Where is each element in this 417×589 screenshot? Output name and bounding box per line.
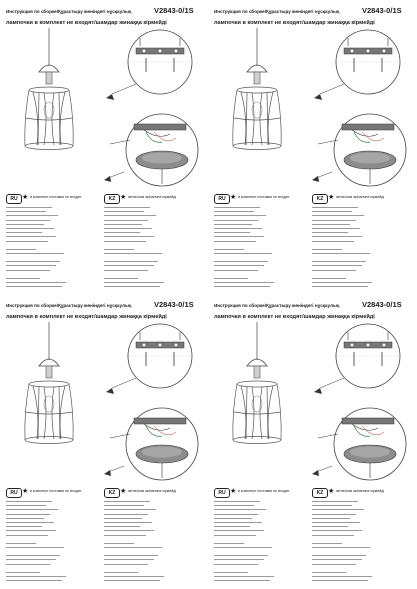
- pendant-lamp-illustration: [4, 322, 102, 482]
- unreadable-text-line: [312, 559, 362, 560]
- unreadable-text-line: [214, 224, 252, 225]
- unreadable-text-line: [214, 501, 260, 502]
- ru-specs-text: [6, 207, 100, 287]
- unreadable-text-line: [104, 518, 142, 519]
- unreadable-text-line: [104, 580, 160, 581]
- pendant-lamp-illustration: [4, 28, 102, 188]
- unreadable-text-line: [214, 278, 248, 279]
- unreadable-text-line: [6, 220, 50, 221]
- kz-legend: [104, 488, 202, 497]
- unreadable-text-line: [312, 518, 350, 519]
- instruction-card: [4, 300, 204, 586]
- unreadable-text-line: [104, 576, 164, 577]
- unreadable-text-line: [104, 253, 162, 254]
- star-icon: ★: [230, 488, 237, 495]
- instruction-card: [212, 6, 412, 292]
- unreadable-text-line: [214, 241, 256, 242]
- unreadable-text-line: [104, 522, 152, 523]
- star-icon: ★: [328, 194, 335, 201]
- unreadable-text-line: [312, 576, 372, 577]
- unreadable-text-line: [214, 228, 262, 229]
- unreadable-text-line: [312, 543, 342, 544]
- unreadable-text-line: [104, 514, 148, 515]
- unreadable-text-line: [6, 535, 48, 536]
- unreadable-text-line: [312, 501, 358, 502]
- unreadable-text-line: [104, 215, 156, 216]
- unreadable-text-line: [312, 580, 368, 581]
- star-icon: ★: [230, 194, 237, 201]
- unreadable-text-line: [214, 211, 254, 212]
- model-number: V2843-0/1S: [362, 6, 402, 15]
- instruction-title: Инструкция по сборке/Құрастыру жөніндегі нұсқаулық: [6, 9, 132, 14]
- unreadable-text-line: [6, 505, 46, 506]
- unreadable-text-line: [312, 530, 362, 531]
- unreadable-text-line: [6, 564, 50, 565]
- unreadable-text-line: [104, 224, 142, 225]
- unreadable-text-line: [312, 535, 354, 536]
- unreadable-text-line: [104, 286, 160, 287]
- unreadable-text-line: [312, 215, 364, 216]
- unreadable-text-line: [104, 572, 138, 573]
- unreadable-text-line: [104, 236, 154, 237]
- unreadable-text-line: [104, 270, 148, 271]
- unreadable-text-line: [6, 236, 56, 237]
- unreadable-text-line: [312, 547, 370, 548]
- assembly-detail-illustration: [308, 322, 412, 490]
- unreadable-text-line: [214, 530, 264, 531]
- unreadable-text-line: [312, 249, 342, 250]
- unreadable-text-line: [312, 236, 362, 237]
- unreadable-text-line: [104, 282, 164, 283]
- unreadable-text-line: [104, 265, 154, 266]
- unreadable-text-line: [312, 207, 358, 208]
- unreadable-text-line: [214, 232, 250, 233]
- card-header: [6, 7, 202, 29]
- unreadable-text-line: [6, 572, 40, 573]
- unreadable-text-line: [214, 526, 250, 527]
- assembly-detail-illustration: [100, 28, 204, 196]
- pendant-lamp-illustration: [212, 28, 310, 188]
- unreadable-text-line: [312, 509, 364, 510]
- unreadable-text-line: [104, 555, 158, 556]
- unreadable-text-line: [104, 220, 148, 221]
- kz-legend-note: жеткізілім жинағына кірмейді: [128, 489, 177, 493]
- unreadable-text-line: [214, 261, 268, 262]
- unreadable-text-line: [6, 509, 58, 510]
- bulbs-note: лампочки в комплект не входят/шамдар жинаққа кірмейді: [214, 20, 375, 26]
- unreadable-text-line: [6, 559, 56, 560]
- unreadable-text-line: [312, 253, 370, 254]
- kz-legend: [312, 488, 410, 497]
- unreadable-text-line: [6, 241, 48, 242]
- unreadable-text-line: [312, 526, 348, 527]
- unreadable-text-line: [6, 526, 42, 527]
- unreadable-text-line: [104, 241, 146, 242]
- unreadable-text-line: [214, 253, 272, 254]
- ru-specs-text: [214, 207, 308, 287]
- ru-legend-note: в комплект поставки не входит: [238, 489, 290, 493]
- unreadable-text-line: [104, 261, 158, 262]
- unreadable-text-line: [214, 282, 274, 283]
- unreadable-text-line: [6, 265, 56, 266]
- unreadable-text-line: [214, 505, 254, 506]
- unreadable-text-line: [214, 286, 270, 287]
- pendant-lamp-illustration: [212, 322, 310, 482]
- unreadable-text-line: [214, 564, 258, 565]
- kz-specs-text: [312, 501, 406, 581]
- unreadable-text-line: [312, 241, 354, 242]
- unreadable-text-line: [214, 265, 264, 266]
- unreadable-text-line: [104, 530, 154, 531]
- unreadable-text-line: [104, 509, 156, 510]
- unreadable-text-line: [312, 278, 346, 279]
- unreadable-text-line: [6, 543, 36, 544]
- unreadable-text-line: [6, 207, 52, 208]
- instruction-card: [212, 300, 412, 586]
- ru-legend: [214, 194, 310, 203]
- unreadable-text-line: [104, 232, 140, 233]
- unreadable-text-line: [214, 555, 268, 556]
- ru-legend-note: в комплект поставки не входит: [238, 195, 290, 199]
- unreadable-text-line: [214, 522, 262, 523]
- ru-badge: RU: [214, 488, 230, 498]
- card-header: [214, 7, 410, 29]
- unreadable-text-line: [214, 547, 272, 548]
- unreadable-text-line: [104, 559, 154, 560]
- unreadable-text-line: [6, 530, 56, 531]
- unreadable-text-line: [104, 564, 148, 565]
- ru-specs-text: [214, 501, 308, 581]
- unreadable-text-line: [312, 522, 360, 523]
- unreadable-text-line: [214, 514, 258, 515]
- unreadable-text-line: [104, 547, 162, 548]
- kz-badge: KZ: [312, 194, 328, 204]
- unreadable-text-line: [6, 232, 42, 233]
- unreadable-text-line: [6, 278, 40, 279]
- unreadable-text-line: [214, 559, 264, 560]
- unreadable-text-line: [312, 265, 362, 266]
- kz-badge: KZ: [104, 194, 120, 204]
- unreadable-text-line: [312, 564, 356, 565]
- bulbs-note: лампочки в комплект не входят/шамдар жинаққа кірмейді: [214, 314, 375, 320]
- unreadable-text-line: [312, 505, 352, 506]
- unreadable-text-line: [214, 220, 258, 221]
- ru-legend: [6, 488, 102, 497]
- unreadable-text-line: [6, 261, 60, 262]
- ru-badge: RU: [6, 488, 22, 498]
- ru-legend: [6, 194, 102, 203]
- kz-specs-text: [312, 207, 406, 287]
- kz-specs-text: [104, 207, 198, 287]
- unreadable-text-line: [312, 270, 356, 271]
- instruction-title: Инструкция по сборке/Құрастыру жөніндегі нұсқаулық: [6, 303, 132, 308]
- kz-legend: [312, 194, 410, 203]
- unreadable-text-line: [312, 232, 348, 233]
- ru-badge: RU: [6, 194, 22, 204]
- unreadable-text-line: [312, 514, 356, 515]
- unreadable-text-line: [312, 228, 360, 229]
- model-number: V2843-0/1S: [154, 6, 194, 15]
- unreadable-text-line: [6, 286, 62, 287]
- unreadable-text-line: [6, 215, 58, 216]
- kz-legend-note: жеткізілім жинағына кірмейді: [128, 195, 177, 199]
- unreadable-text-line: [6, 514, 50, 515]
- unreadable-text-line: [104, 228, 152, 229]
- unreadable-text-line: [214, 572, 248, 573]
- card-header: [214, 301, 410, 323]
- unreadable-text-line: [104, 501, 150, 502]
- assembly-detail-illustration: [100, 322, 204, 490]
- assembly-detail-illustration: [308, 28, 412, 196]
- unreadable-text-line: [6, 501, 52, 502]
- instruction-title: Инструкция по сборке/Құрастыру жөніндегі нұсқаулық: [214, 303, 340, 308]
- unreadable-text-line: [214, 576, 274, 577]
- unreadable-text-line: [104, 535, 146, 536]
- unreadable-text-line: [214, 535, 256, 536]
- kz-badge: KZ: [104, 488, 120, 498]
- unreadable-text-line: [312, 282, 372, 283]
- unreadable-text-line: [6, 518, 44, 519]
- unreadable-text-line: [312, 220, 356, 221]
- star-icon: ★: [328, 488, 335, 495]
- unreadable-text-line: [214, 236, 264, 237]
- unreadable-text-line: [312, 261, 366, 262]
- ru-specs-text: [6, 501, 100, 581]
- unreadable-text-line: [6, 555, 60, 556]
- unreadable-text-line: [6, 228, 54, 229]
- unreadable-text-line: [214, 580, 270, 581]
- unreadable-text-line: [104, 211, 144, 212]
- unreadable-text-line: [6, 253, 64, 254]
- unreadable-text-line: [214, 270, 258, 271]
- kz-badge: KZ: [312, 488, 328, 498]
- ru-badge: RU: [214, 194, 230, 204]
- bulbs-note: лампочки в комплект не входят/шамдар жинаққа кірмейді: [6, 314, 167, 320]
- unreadable-text-line: [214, 509, 266, 510]
- unreadable-text-line: [104, 249, 134, 250]
- instruction-card: [4, 6, 204, 292]
- unreadable-text-line: [312, 211, 352, 212]
- unreadable-text-line: [214, 249, 244, 250]
- unreadable-text-line: [6, 576, 66, 577]
- star-icon: ★: [120, 488, 127, 495]
- unreadable-text-line: [104, 526, 140, 527]
- model-number: V2843-0/1S: [362, 300, 402, 309]
- kz-legend: [104, 194, 202, 203]
- unreadable-text-line: [6, 249, 36, 250]
- unreadable-text-line: [104, 505, 144, 506]
- instruction-title: Инструкция по сборке/Құрастыру жөніндегі нұсқаулық: [214, 9, 340, 14]
- unreadable-text-line: [312, 224, 350, 225]
- unreadable-text-line: [104, 543, 134, 544]
- kz-specs-text: [104, 501, 198, 581]
- unreadable-text-line: [6, 270, 50, 271]
- unreadable-text-line: [104, 207, 150, 208]
- unreadable-text-line: [312, 286, 368, 287]
- unreadable-text-line: [214, 207, 260, 208]
- unreadable-text-line: [6, 282, 66, 283]
- kz-legend-note: жеткізілім жинағына кірмейді: [336, 195, 385, 199]
- unreadable-text-line: [6, 211, 46, 212]
- ru-legend-note: в комплект поставки не входит: [30, 195, 82, 199]
- unreadable-text-line: [214, 543, 244, 544]
- unreadable-text-line: [6, 224, 44, 225]
- unreadable-text-line: [312, 555, 366, 556]
- kz-legend-note: жеткізілім жинағына кірмейді: [336, 489, 385, 493]
- unreadable-text-line: [214, 518, 252, 519]
- bulbs-note: лампочки в комплект не входят/шамдар жинаққа кірмейді: [6, 20, 167, 26]
- unreadable-text-line: [214, 215, 266, 216]
- unreadable-text-line: [312, 572, 346, 573]
- ru-legend-note: в комплект поставки не входит: [30, 489, 82, 493]
- star-icon: ★: [22, 194, 29, 201]
- ru-legend: [214, 488, 310, 497]
- unreadable-text-line: [6, 580, 62, 581]
- unreadable-text-line: [104, 278, 138, 279]
- star-icon: ★: [120, 194, 127, 201]
- unreadable-text-line: [6, 547, 64, 548]
- model-number: V2843-0/1S: [154, 300, 194, 309]
- unreadable-text-line: [6, 522, 54, 523]
- card-header: [6, 301, 202, 323]
- star-icon: ★: [22, 488, 29, 495]
